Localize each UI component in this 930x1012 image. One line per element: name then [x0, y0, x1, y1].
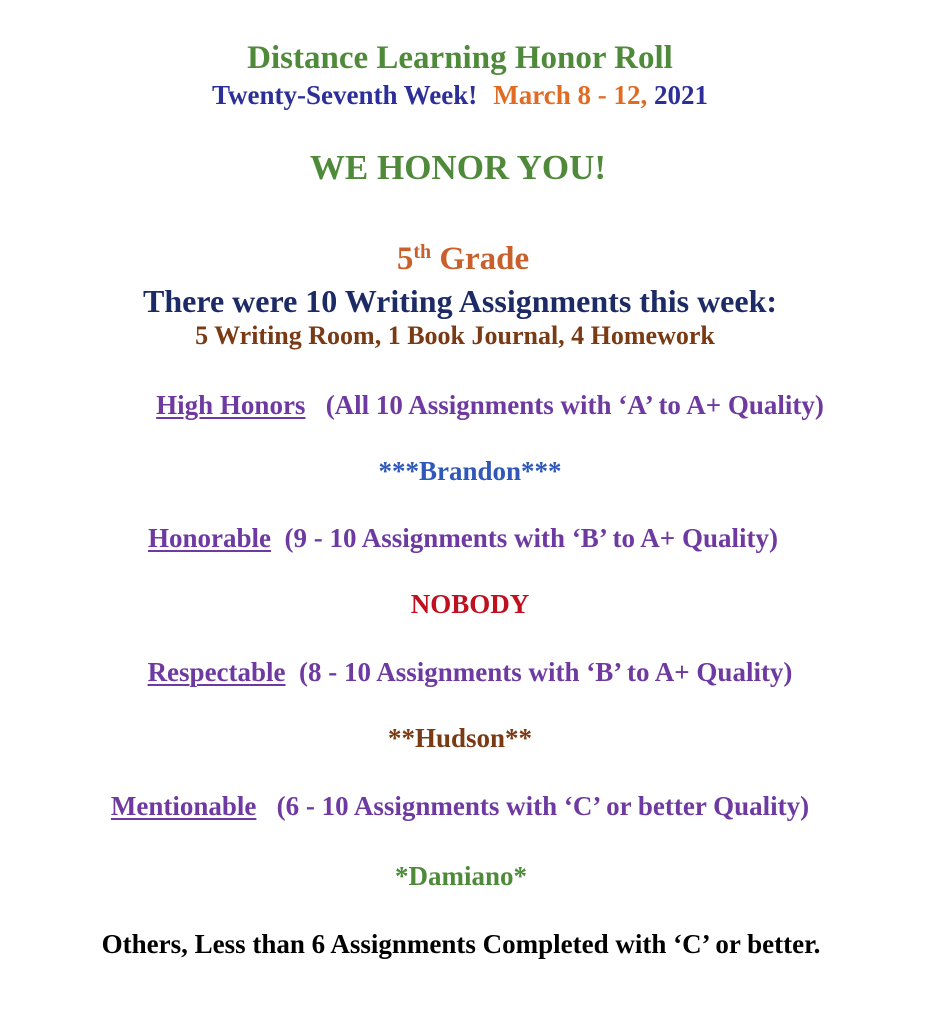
assignment-breakdown: 5 Writing Room, 1 Book Journal, 4 Homework: [195, 321, 715, 350]
category-criteria: (9 - 10 Assignments with ‘B’ to A+ Quality): [284, 523, 778, 553]
category-criteria: (All 10 Assignments with ‘A’ to A+ Quality): [325, 390, 824, 420]
grade-heading: [0, 243, 928, 276]
others-note: Others, Less than 6 Assignments Completed with ‘C’ or better.: [101, 929, 821, 959]
week-year: 2021: [653, 80, 708, 110]
grade-number: 5: [396, 241, 414, 277]
students-respectable: **Hudson**: [387, 723, 533, 753]
assignment-summary: There were 10 Writing Assignments this week:: [142, 283, 778, 319]
students-high-honors: ***Brandon***: [378, 456, 562, 486]
category-criteria: (6 - 10 Assignments with ‘C’ or better Quality): [276, 791, 810, 821]
week-line: [0, 82, 925, 109]
honor-heading: WE HONOR YOU!: [309, 148, 607, 187]
category-high-honors: [25, 392, 930, 419]
category-title: Respectable: [147, 657, 286, 687]
category-criteria: (8 - 10 Assignments with ‘B’ to A+ Quality): [299, 657, 793, 687]
grade-suffix: th: [413, 241, 432, 263]
category-honorable: [0, 525, 928, 552]
category-title: High Honors: [156, 390, 306, 420]
category-respectable: [5, 659, 930, 686]
page-title: Distance Learning Honor Roll: [247, 40, 673, 76]
students-honorable: NOBODY: [410, 589, 530, 619]
category-title: Honorable: [148, 523, 272, 553]
students-mentionable: *Damiano*: [394, 861, 527, 891]
week-date: March 8 - 12,: [493, 80, 648, 110]
category-mentionable: [0, 793, 925, 820]
grade-label: Grade: [439, 241, 530, 277]
week-label: Twenty-Seventh Week!: [212, 80, 478, 110]
category-title: Mentionable: [110, 791, 257, 821]
